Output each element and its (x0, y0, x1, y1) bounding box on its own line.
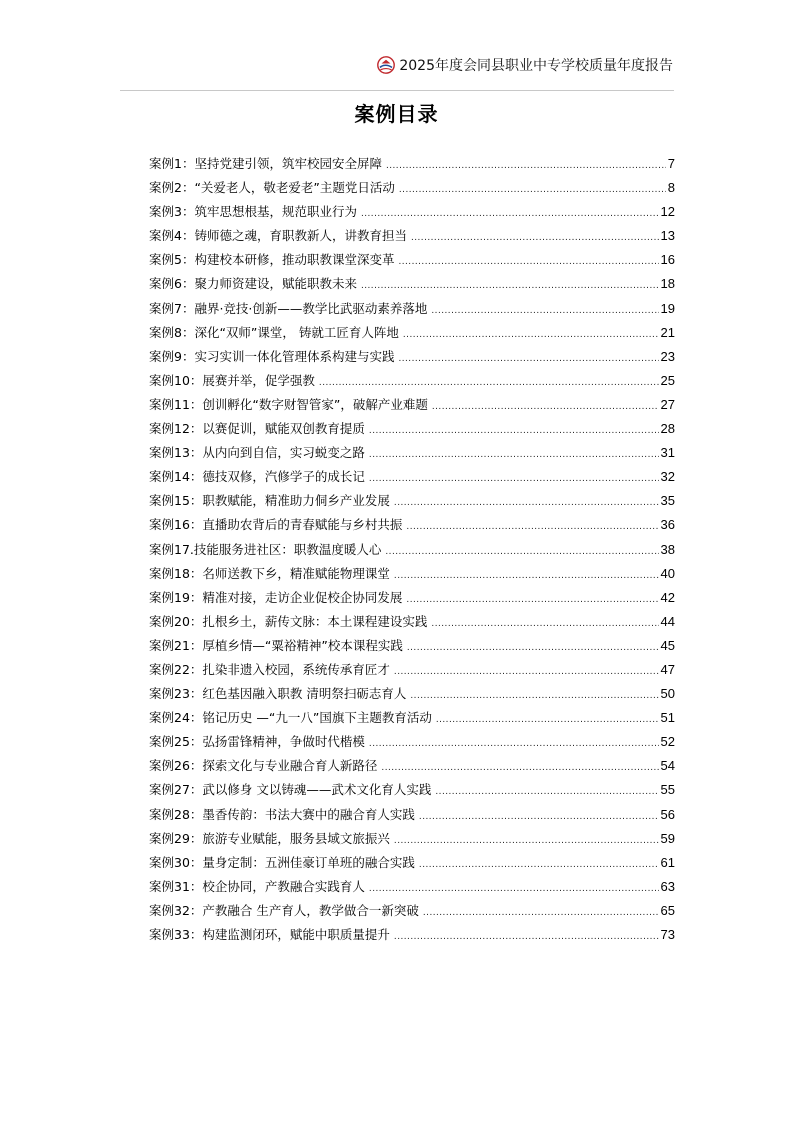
toc-entry-title: 案例10：展赛并举，促学强教 (149, 372, 315, 388)
toc-entry-title: 案例9：实习实训一体化管理体系构建与实践 (149, 348, 395, 364)
toc-dot-leader (436, 708, 659, 732)
toc-entry[interactable] (149, 634, 675, 658)
toc-entry-title: 案例6：聚力师资建设，赋能职教未来 (149, 276, 357, 292)
toc-dot-leader (410, 684, 658, 708)
toc-page-number: 19 (660, 300, 675, 316)
toc-page-number: 35 (660, 493, 675, 509)
toc-entry[interactable] (149, 875, 675, 899)
toc-entry-title: 案例29：旅游专业赋能，服务县域文旅振兴 (149, 830, 390, 846)
toc-entry[interactable] (149, 297, 675, 321)
toc-entry[interactable] (149, 610, 675, 634)
toc-entry[interactable] (149, 272, 675, 296)
toc-entry[interactable] (149, 321, 675, 345)
toc-dot-leader (398, 347, 658, 371)
toc-page-number: 38 (660, 541, 675, 557)
toc-entry[interactable] (149, 176, 675, 200)
toc-entry[interactable] (149, 754, 675, 778)
toc-dot-leader (369, 467, 659, 491)
toc-page-number: 56 (660, 806, 675, 822)
toc-entry-title: 案例21：厚植乡情—“粟裕精神”校本课程实践 (149, 637, 403, 653)
toc-entry[interactable] (149, 393, 675, 417)
toc-dot-leader (419, 805, 659, 829)
toc-page-number: 73 (660, 927, 675, 942)
toc-entry[interactable] (149, 465, 675, 489)
header-divider (120, 90, 674, 91)
toc-dot-leader (423, 901, 659, 925)
toc-page-number: 8 (667, 180, 675, 196)
toc-entry[interactable] (149, 441, 675, 465)
toc-page-number: 31 (660, 445, 675, 461)
toc-dot-leader (369, 877, 659, 901)
toc-page-number: 13 (660, 228, 675, 244)
toc-page-number: 27 (660, 396, 675, 412)
toc-entry[interactable] (149, 345, 675, 369)
toc-page-number: 61 (660, 854, 675, 870)
toc-entry[interactable] (149, 224, 675, 248)
toc-entry[interactable] (149, 706, 675, 730)
toc-entry-title: 案例19：精准对接，走访企业促校企协同发展 (149, 589, 403, 605)
toc-page-number: 32 (660, 469, 675, 485)
toc-entry[interactable] (149, 682, 675, 706)
toc-entry-title: 案例4：铸师德之魂，育职教新人，讲教育担当 (149, 228, 407, 244)
toc-entry[interactable] (149, 851, 675, 875)
toc-page-number: 47 (660, 661, 675, 677)
toc-page-number: 16 (660, 252, 675, 268)
page-title: 案例目录 (354, 102, 439, 126)
toc-page-number: 18 (660, 276, 675, 292)
toc-dot-leader (406, 588, 658, 612)
toc-dot-leader (398, 250, 658, 274)
toc-page-number: 7 (667, 156, 675, 171)
toc-dot-leader (435, 780, 658, 804)
toc-entry-title: 案例25：弘扬雷锋精神，争做时代楷模 (149, 734, 365, 750)
toc-entry-title: 案例28：墨香传韵：书法大赛中的融合育人实践 (149, 806, 415, 822)
toc-entry[interactable] (149, 369, 675, 393)
toc-page-number: 40 (660, 565, 675, 581)
toc-entry[interactable] (149, 248, 675, 272)
toc-entry-title: 案例32：产教融合 生产育人，教学做合一新突破 (149, 902, 419, 918)
toc-page-number: 42 (660, 589, 675, 605)
toc-page-number: 36 (660, 517, 675, 533)
toc-entry[interactable] (149, 658, 675, 682)
toc-entry[interactable] (149, 562, 675, 586)
toc-entry-title: 案例26：探索文化与专业融合育人新路径 (149, 758, 378, 774)
toc-entry[interactable] (149, 152, 675, 176)
toc-entry-title: 案例27：武以修身 文以铸魂——武术文化育人实践 (149, 782, 432, 798)
toc-entry-title: 案例18：名师送教下乡，精准赋能物理课堂 (149, 565, 390, 581)
toc-dot-leader (432, 395, 659, 419)
toc-entry[interactable] (149, 827, 675, 851)
school-emblem-icon (377, 56, 395, 74)
table-of-contents (149, 152, 675, 947)
toc-entry[interactable] (149, 923, 675, 947)
toc-entry[interactable] (149, 899, 675, 923)
toc-dot-leader (394, 491, 659, 515)
toc-entry-title: 案例8：深化“双师”课堂， 铸就工匠育人阵地 (149, 324, 399, 340)
toc-dot-leader (407, 636, 659, 660)
toc-entry-title: 案例7：融界·竞技·创新——教学比武驱动素养落地 (149, 300, 428, 316)
toc-entry-title: 案例33：构建监测闭环，赋能中职质量提升 (149, 927, 390, 942)
toc-entry-title: 案例1：坚持党建引领，筑牢校园安全屏障 (149, 156, 382, 171)
toc-entry-title: 案例5：构建校本研修，推动职教课堂深变革 (149, 252, 395, 268)
toc-entry-title: 案例12：以赛促训，赋能双创教育提质 (149, 421, 365, 437)
toc-entry[interactable] (149, 586, 675, 610)
toc-page-number: 52 (660, 734, 675, 750)
toc-dot-leader (369, 419, 659, 443)
toc-page-number: 25 (660, 372, 675, 388)
toc-entry-title: 案例31：校企协同，产教融合实践育人 (149, 878, 365, 894)
toc-entry-title: 案例13：从内向到自信，实习蜕变之路 (149, 445, 365, 461)
toc-page-number: 63 (660, 878, 675, 894)
report-title: 2025年度会同县职业中专学校质量年度报告 (399, 58, 673, 74)
toc-entry-title: 案例24：铭记历史 —“九一八”国旗下主题教育活动 (149, 710, 432, 726)
toc-entry[interactable] (149, 778, 675, 802)
page-header (377, 54, 673, 76)
toc-dot-leader (399, 178, 666, 202)
toc-page-number: 59 (660, 830, 675, 846)
toc-dot-leader (361, 202, 659, 226)
toc-dot-leader (361, 274, 659, 298)
toc-entry[interactable] (149, 803, 675, 827)
toc-page-number: 28 (660, 421, 675, 437)
toc-entry-title: 案例20：扎根乡土，薪传文脉：本土课程建设实践 (149, 613, 428, 629)
toc-dot-leader (385, 540, 658, 564)
toc-dot-leader (394, 564, 659, 588)
toc-entry-title: 案例22：扎染非遗入校园，系统传承育匠才 (149, 661, 390, 677)
toc-entry-title: 案例3：筑牢思想根基，规范职业行为 (149, 204, 357, 220)
toc-dot-leader (431, 612, 658, 636)
toc-entry-title: 案例17.技能服务进社区：职教温度暖人心 (149, 541, 382, 557)
toc-dot-leader (431, 299, 658, 323)
toc-entry-title: 案例23：红色基因融入职教 清明祭扫砺志育人 (149, 686, 407, 702)
toc-dot-leader (386, 154, 666, 178)
toc-page-number: 21 (660, 324, 675, 340)
toc-page-number: 54 (660, 758, 675, 774)
toc-page-number: 65 (660, 902, 675, 918)
toc-page-number: 44 (660, 613, 675, 629)
toc-dot-leader (369, 443, 659, 467)
toc-page-number: 50 (660, 686, 675, 702)
toc-dot-leader (369, 732, 659, 756)
toc-entry-title: 案例30：量身定制：五洲佳豪订单班的融合实践 (149, 854, 415, 870)
toc-dot-leader (406, 515, 658, 539)
toc-entry-title: 案例11：创训孵化“数字财智管家”，破解产业难题 (149, 396, 428, 412)
toc-dot-leader (411, 226, 659, 250)
toc-dot-leader (381, 756, 658, 780)
toc-entry-title: 案例15：职教赋能，精准助力侗乡产业发展 (149, 493, 390, 509)
toc-entry[interactable] (149, 200, 675, 224)
toc-page-number: 12 (660, 204, 675, 220)
toc-entry-title: 案例14：德技双修，汽修学子的成长记 (149, 469, 365, 485)
toc-dot-leader (394, 829, 659, 853)
toc-page-number: 45 (660, 637, 675, 653)
toc-page-number: 51 (660, 710, 675, 726)
toc-entry[interactable] (149, 513, 675, 537)
toc-entry[interactable] (149, 417, 675, 441)
toc-dot-leader (394, 925, 659, 949)
toc-entry-title: 案例16：直播助农背后的青春赋能与乡村共振 (149, 517, 403, 533)
toc-dot-leader (319, 371, 659, 395)
toc-page-number: 55 (660, 782, 675, 798)
toc-dot-leader (394, 660, 659, 684)
toc-dot-leader (419, 853, 659, 877)
toc-entry[interactable] (149, 489, 675, 513)
toc-entry-title: 案例2：“关爱老人，敬老爱老”主题党日活动 (149, 180, 395, 196)
toc-entry[interactable] (149, 730, 675, 754)
toc-page-number: 23 (660, 348, 675, 364)
toc-entry[interactable] (149, 538, 675, 562)
toc-dot-leader (403, 323, 659, 347)
